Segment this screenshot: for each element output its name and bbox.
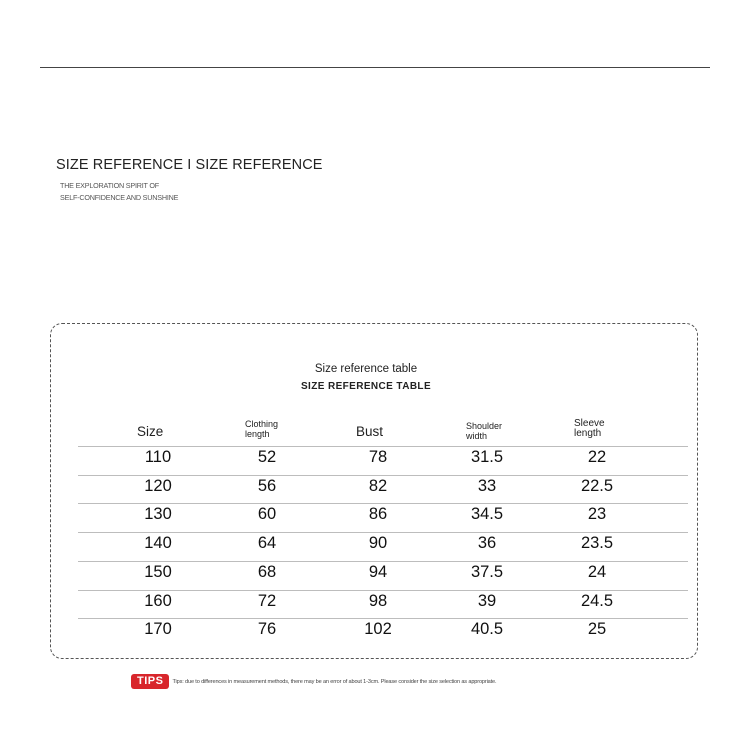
table-cell: 76	[257, 620, 277, 639]
header-bust: Bust	[356, 424, 384, 439]
top-divider	[40, 67, 710, 68]
header-shoulder-width-line2: width	[466, 431, 488, 441]
row-divider	[78, 561, 688, 562]
table-cell: 130	[144, 505, 172, 524]
header-sleeve-length-line1: Sleeve	[574, 418, 605, 429]
table-cell: 25	[587, 620, 607, 639]
table-cell: 24.5	[580, 591, 614, 610]
table-cell: 52	[257, 448, 277, 466]
tips-text: Tips: due to differences in measurement methods, there may be an error of about 1-3cm. Please consider the size selection as appropriate.	[172, 678, 497, 685]
table-caption: Size reference table	[314, 363, 418, 375]
table-cell: 34.5	[470, 505, 504, 524]
table-cell: 64	[257, 534, 277, 553]
table-caption-caps: SIZE REFERENCE TABLE	[300, 381, 432, 392]
table-cell: 36	[477, 534, 497, 553]
row-divider	[78, 590, 688, 591]
table-cell: 39	[477, 591, 497, 610]
header-shoulder-width-line1: Shoulder	[466, 421, 503, 431]
table-cell: 40.5	[470, 620, 504, 639]
header-sleeve-length	[574, 419, 605, 439]
table-cell: 24	[587, 562, 607, 581]
table-cell: 72	[257, 591, 277, 610]
table-cell: 22	[587, 448, 607, 466]
header-shoulder-width	[466, 421, 502, 441]
table-cell: 110	[144, 448, 172, 466]
table-cell: 102	[364, 620, 392, 639]
table-cell: 140	[144, 534, 172, 553]
row-divider	[78, 446, 688, 447]
header-sleeve-length-line2: length	[574, 428, 602, 439]
table-cell: 86	[368, 505, 388, 524]
table-cell: 82	[368, 476, 388, 495]
table-cell: 90	[368, 534, 388, 553]
table-cell: 31.5	[470, 448, 504, 466]
tips-note	[131, 674, 496, 689]
table-cell: 94	[368, 562, 388, 581]
row-divider	[78, 618, 688, 619]
header-size: Size	[137, 424, 164, 439]
table-cell: 68	[257, 562, 277, 581]
table-cell: 170	[144, 620, 172, 639]
header-clothing-length-line1: Clothing	[245, 419, 279, 429]
row-divider	[78, 475, 688, 476]
table-cell: 120	[144, 476, 172, 495]
table-cell: 33	[477, 476, 497, 495]
table-cell: 23.5	[580, 534, 614, 553]
row-divider	[78, 503, 688, 504]
tips-badge: TIPS	[131, 674, 169, 689]
table-cell: 56	[257, 476, 277, 495]
table-cell: 150	[144, 562, 172, 581]
subtitle-line-1: THE EXPLORATION SPIRIT OF	[60, 181, 159, 190]
subtitle-line-2: SELF-CONFIDENCE AND SUNSHINE	[60, 193, 179, 202]
table-cell: 98	[368, 591, 388, 610]
table-cell: 78	[368, 448, 388, 466]
table-cell: 22.5	[580, 476, 614, 495]
header-clothing-length	[245, 419, 278, 439]
table-cell: 60	[257, 505, 277, 524]
row-divider	[78, 532, 688, 533]
table-cell: 23	[587, 505, 607, 524]
header-clothing-length-line2: length	[245, 429, 270, 439]
table-cell: 37.5	[470, 562, 504, 581]
table-cell: 160	[144, 591, 172, 610]
page-heading: SIZE REFERENCE I SIZE REFERENCE	[56, 157, 323, 173]
